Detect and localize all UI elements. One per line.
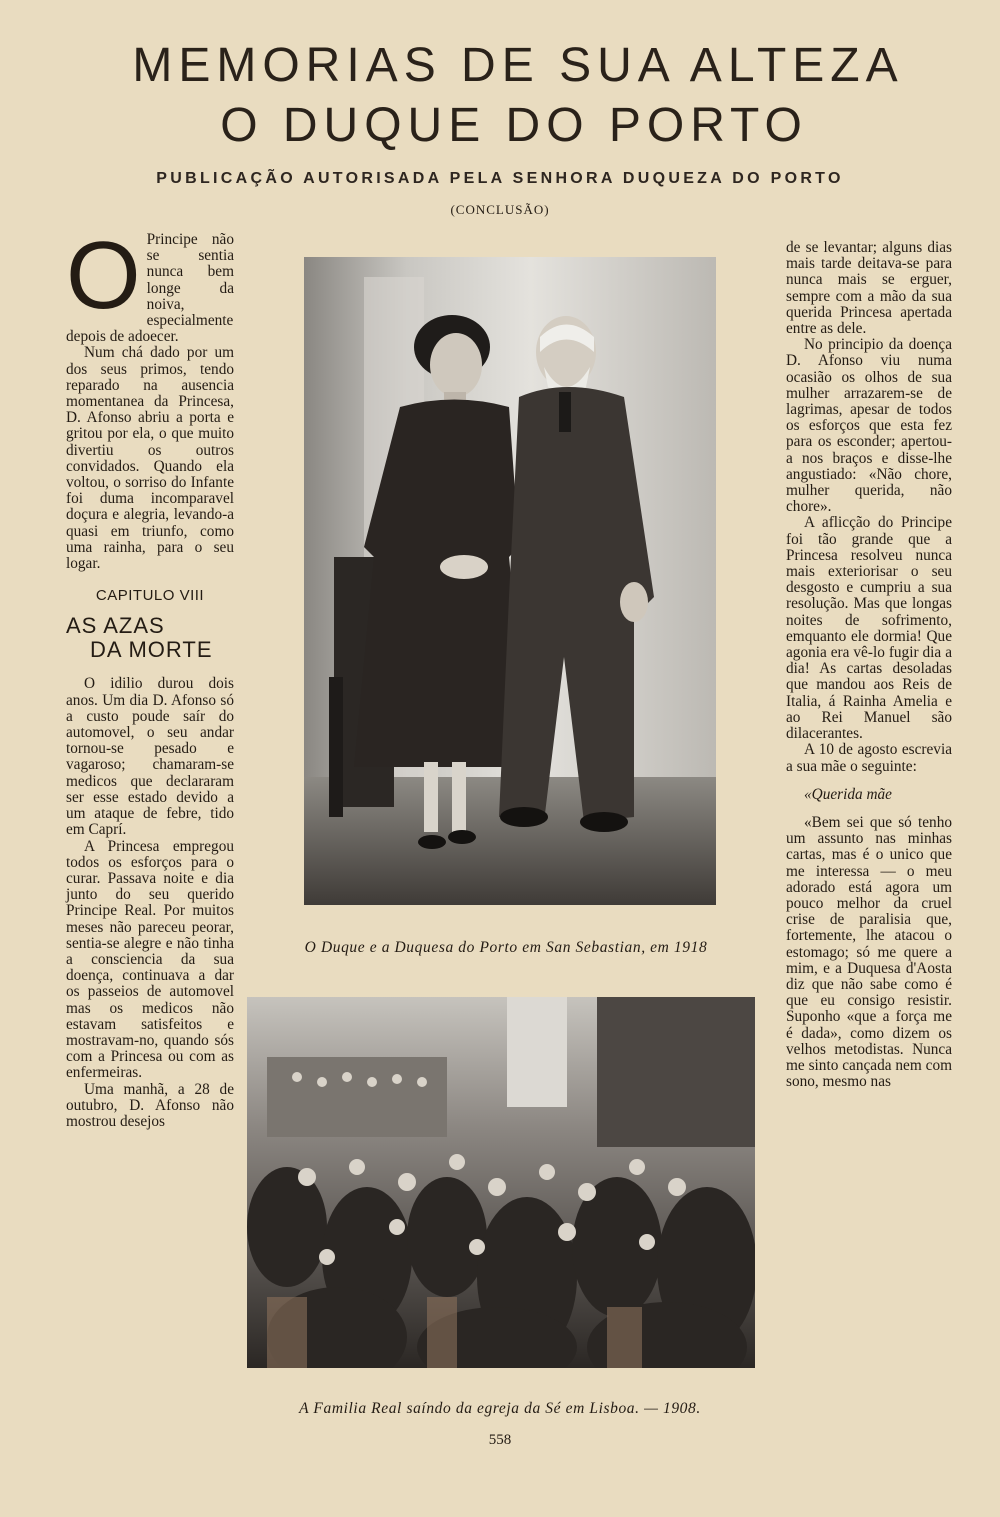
left-column xyxy=(66,222,234,1130)
portrait-photo-image xyxy=(304,257,716,905)
paragraph: A 10 de agosto escrevia a sua mãe o seguinte: xyxy=(786,741,952,775)
intro-paragraph xyxy=(66,222,234,346)
paragraph: A aflicção do Principe foi tão grande que a Princesa resolveu nunca mais exteriorisar o seu desgosto e cumpriu a sua resolução. Mas que longas noites de sofrimento, emquanto ele dormia! Que agonia era vê-lo fugir dia a dia! As cartas desoladas que mandou aos Reis de Italia, á Rainha Amelia e ao Rei Manuel são dilacerantes. xyxy=(786,514,952,743)
chapter-number: CAPITULO VIII xyxy=(95,587,205,605)
intro-text: Principe não se sentia nunca bem longe da noiva, especialmente depois de adoecer. xyxy=(66,231,234,346)
right-column xyxy=(786,240,952,1090)
paragraph: O idilio durou dois anos. Um dia D. Afonso só a custo poude saír do automovel, o seu andar tornou-se pesado e vagaroso; chamaram-se medicos que declararam ser esse estado devido a um ataque de febre, tido em Caprí. xyxy=(66,675,234,839)
chapter-title-line-1: AS AZAS xyxy=(66,613,165,639)
paragraph: No principio da doença D. Afonso viu numa ocasião os olhos de sua mulher arrazarem-se de lagrimas, apesar de todos os esforços que esta fez para os esconder; apertou-a nos braços e disse-lhe angustiado: «Não chore, mulher querida, não chore». xyxy=(786,336,952,516)
crowd-caption: A Familia Real saíndo da egreja da Sé em Lisboa. — 1908. xyxy=(299,1400,701,1417)
crowd-photo-image xyxy=(247,997,755,1368)
letter-salutation: «Querida mãe xyxy=(804,785,892,803)
paragraph: A Princesa empregou todos os esforços para o curar. Passava noite e dia junto do seu querido Principe Real. Por muitos meses não pareceu peorar, sentia-se alegre e não tinha a consciencia da sua doença, continuava a dar os passeios de automovel mas os medicos não estavam satisfeitos e mostravam-no, quando sós com a Princesa ou com as enfermeiras. xyxy=(66,837,234,1082)
title-line-2: O DUQUE DO PORTO xyxy=(220,99,808,152)
crowd-photo xyxy=(247,997,755,1368)
paragraph: de se levantar; alguns dias mais tarde deitava-se para nunca mais se erguer, sempre com a mão da sua querida Princesa apertada entre as dele. xyxy=(786,239,952,338)
conclusion-note: (CONCLUSÃO) xyxy=(450,202,550,217)
paragraph: «Bem sei que só tenho um assunto nas minhas cartas, mas é o unico que me interessa — o meu adorado está agora um pouco melhor da cruel crise de paralisia que, fortemente, lhe atacou o estomago; só me quere a mim, e a Duquesa d'Aosta diz que não sabe como é que eu consigo resistir. Suponho «que a força me é dada», como dizem os velhos metodistas. Nunca me sinto cançada nem com sono, mesmo nas xyxy=(786,813,952,1091)
chapter-title xyxy=(66,614,234,662)
title-line-1: MEMORIAS DE SUA ALTEZA xyxy=(132,39,904,92)
drop-cap: O xyxy=(66,222,141,329)
chapter-title-line-2: DA MORTE xyxy=(90,637,213,663)
paragraph: Num chá dado por um dos seus primos, tendo reparado na ausencia momentanea da Princesa, D. Afonso abriu a porta e gritou por ela, o que muito divertiu os outros convidados. Quando ela voltou, o sorriso do Infante foi duma incomparavel doçura e alegria, levando-a quasi em triunfo, como uma rainha, para o seu logar. xyxy=(66,344,234,573)
subtitle: PUBLICAÇÃO AUTORISADA PELA SENHORA DUQUEZA DO PORTO xyxy=(156,170,844,187)
portrait-photo xyxy=(304,257,716,905)
portrait-caption: O Duque e a Duquesa do Porto em San Sebastian, em 1918 xyxy=(304,939,708,956)
paragraph: Uma manhã, a 28 de outubro, D. Afonso não mostrou desejos xyxy=(66,1080,234,1130)
page-number: 558 xyxy=(488,1432,512,1448)
